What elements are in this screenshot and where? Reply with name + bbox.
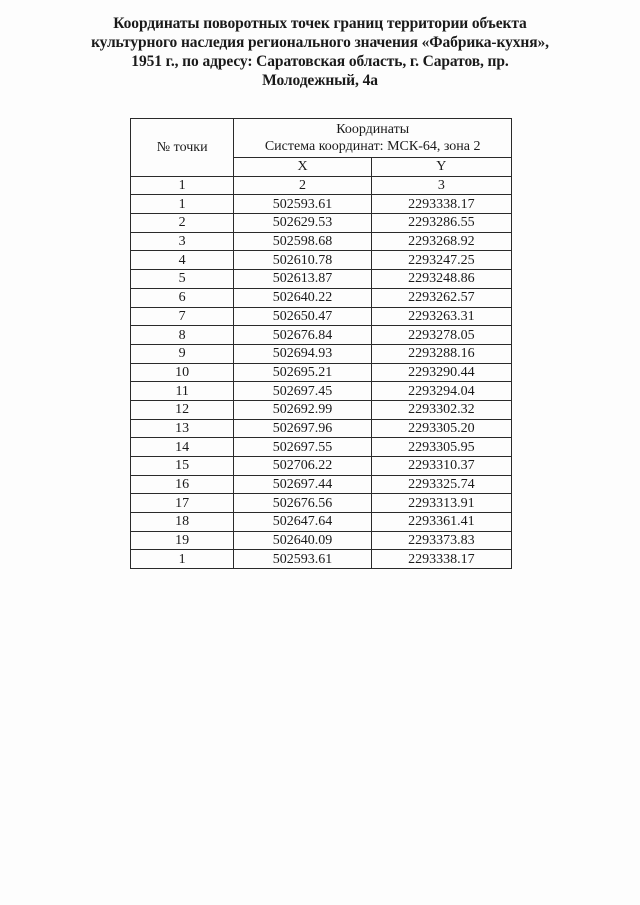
document-title — [60, 14, 580, 90]
x-coordinate-cell: 502695.21 — [234, 363, 371, 382]
x-coordinate-cell: 502694.93 — [234, 344, 371, 363]
table-row — [131, 270, 512, 289]
x-coordinate-cell: 502593.61 — [234, 195, 371, 214]
point-number-cell: 9 — [131, 344, 234, 363]
y-coordinate-cell: 2293248.86 — [371, 270, 511, 289]
y-coordinate-cell: 2293310.37 — [371, 457, 511, 476]
point-number-cell: 13 — [131, 419, 234, 438]
table-row — [131, 513, 512, 532]
table-row — [131, 550, 512, 569]
point-number-cell: 1 — [131, 195, 234, 214]
x-coordinate-cell: 502613.87 — [234, 270, 371, 289]
y-coordinate-cell: 2293290.44 — [371, 363, 511, 382]
table-row — [131, 363, 512, 382]
table-row — [131, 475, 512, 494]
point-number-cell: 7 — [131, 307, 234, 326]
y-coordinate-cell: 2293288.16 — [371, 344, 511, 363]
x-column-header: X — [234, 158, 371, 177]
table-row — [131, 438, 512, 457]
y-coordinate-cell: 2293313.91 — [371, 494, 511, 513]
y-coordinate-cell: 2293361.41 — [371, 513, 511, 532]
x-coordinate-cell: 502593.61 — [234, 550, 371, 569]
point-number-cell: 15 — [131, 457, 234, 476]
point-number-cell: 8 — [131, 326, 234, 345]
point-number-cell: 10 — [131, 363, 234, 382]
column-number-cell: 2 — [234, 176, 371, 195]
point-number-cell: 14 — [131, 438, 234, 457]
table-row — [131, 214, 512, 233]
x-coordinate-cell: 502629.53 — [234, 214, 371, 233]
coordinates-table-body — [131, 195, 512, 569]
table-row — [131, 382, 512, 401]
table-row — [131, 400, 512, 419]
column-number-cell: 1 — [131, 176, 234, 195]
point-number-cell: 19 — [131, 531, 234, 550]
point-number-cell: 3 — [131, 232, 234, 251]
point-number-cell: 6 — [131, 288, 234, 307]
point-number-cell: 16 — [131, 475, 234, 494]
table-row — [131, 307, 512, 326]
x-coordinate-cell: 502697.96 — [234, 419, 371, 438]
y-coordinate-cell: 2293268.92 — [371, 232, 511, 251]
table-row — [131, 494, 512, 513]
x-coordinate-cell: 502676.56 — [234, 494, 371, 513]
point-number-cell: 18 — [131, 513, 234, 532]
point-number-cell: 11 — [131, 382, 234, 401]
x-coordinate-cell: 502650.47 — [234, 307, 371, 326]
column-number-cell: 3 — [371, 176, 511, 195]
table-row — [131, 531, 512, 550]
y-coordinate-cell: 2293305.95 — [371, 438, 511, 457]
y-coordinate-cell: 2293294.04 — [371, 382, 511, 401]
x-coordinate-cell: 502598.68 — [234, 232, 371, 251]
x-coordinate-cell: 502706.22 — [234, 457, 371, 476]
x-coordinate-cell: 502647.64 — [234, 513, 371, 532]
point-number-cell: 2 — [131, 214, 234, 233]
x-coordinate-cell: 502697.55 — [234, 438, 371, 457]
table-row — [131, 344, 512, 363]
title-line: культурного наследия регионального значения «Фабрика-кухня», — [91, 34, 549, 51]
y-coordinate-cell: 2293302.32 — [371, 400, 511, 419]
y-coordinate-cell: 2293325.74 — [371, 475, 511, 494]
y-coordinate-cell: 2293247.25 — [371, 251, 511, 270]
table-row — [131, 326, 512, 345]
point-number-cell: 4 — [131, 251, 234, 270]
y-coordinate-cell: 2293338.17 — [371, 195, 511, 214]
x-coordinate-cell: 502697.45 — [234, 382, 371, 401]
coordinates-table — [130, 118, 512, 569]
point-number-header: № точки — [131, 119, 234, 177]
table-row — [131, 288, 512, 307]
y-coordinate-cell: 2293262.57 — [371, 288, 511, 307]
table-row — [131, 232, 512, 251]
coordinate-system-label: Система координат: МСК-64, зона 2 — [264, 139, 481, 154]
y-coordinate-cell: 2293373.83 — [371, 531, 511, 550]
x-coordinate-cell: 502676.84 — [234, 326, 371, 345]
table-row — [131, 457, 512, 476]
title-line: Молодежный, 4а — [262, 72, 378, 89]
title-line: Координаты поворотных точек границ территории объекта — [113, 15, 527, 32]
y-coordinate-cell: 2293305.20 — [371, 419, 511, 438]
y-coordinate-cell: 2293286.55 — [371, 214, 511, 233]
point-number-cell: 1 — [131, 550, 234, 569]
y-coordinate-cell: 2293263.31 — [371, 307, 511, 326]
x-coordinate-cell: 502697.44 — [234, 475, 371, 494]
point-number-cell: 17 — [131, 494, 234, 513]
point-number-cell: 12 — [131, 400, 234, 419]
y-coordinate-cell: 2293338.17 — [371, 550, 511, 569]
table-row — [131, 195, 512, 214]
table-row — [131, 419, 512, 438]
x-coordinate-cell: 502692.99 — [234, 400, 371, 419]
table-row — [131, 251, 512, 270]
coordinates-system-header — [234, 119, 512, 158]
y-coordinate-cell: 2293278.05 — [371, 326, 511, 345]
x-coordinate-cell: 502640.22 — [234, 288, 371, 307]
title-line: 1951 г., по адресу: Саратовская область, г. Саратов, пр. — [131, 53, 509, 70]
x-coordinate-cell: 502610.78 — [234, 251, 371, 270]
x-coordinate-cell: 502640.09 — [234, 531, 371, 550]
y-column-header: Y — [371, 158, 511, 177]
coordinates-header: Координаты — [336, 122, 410, 137]
point-number-cell: 5 — [131, 270, 234, 289]
